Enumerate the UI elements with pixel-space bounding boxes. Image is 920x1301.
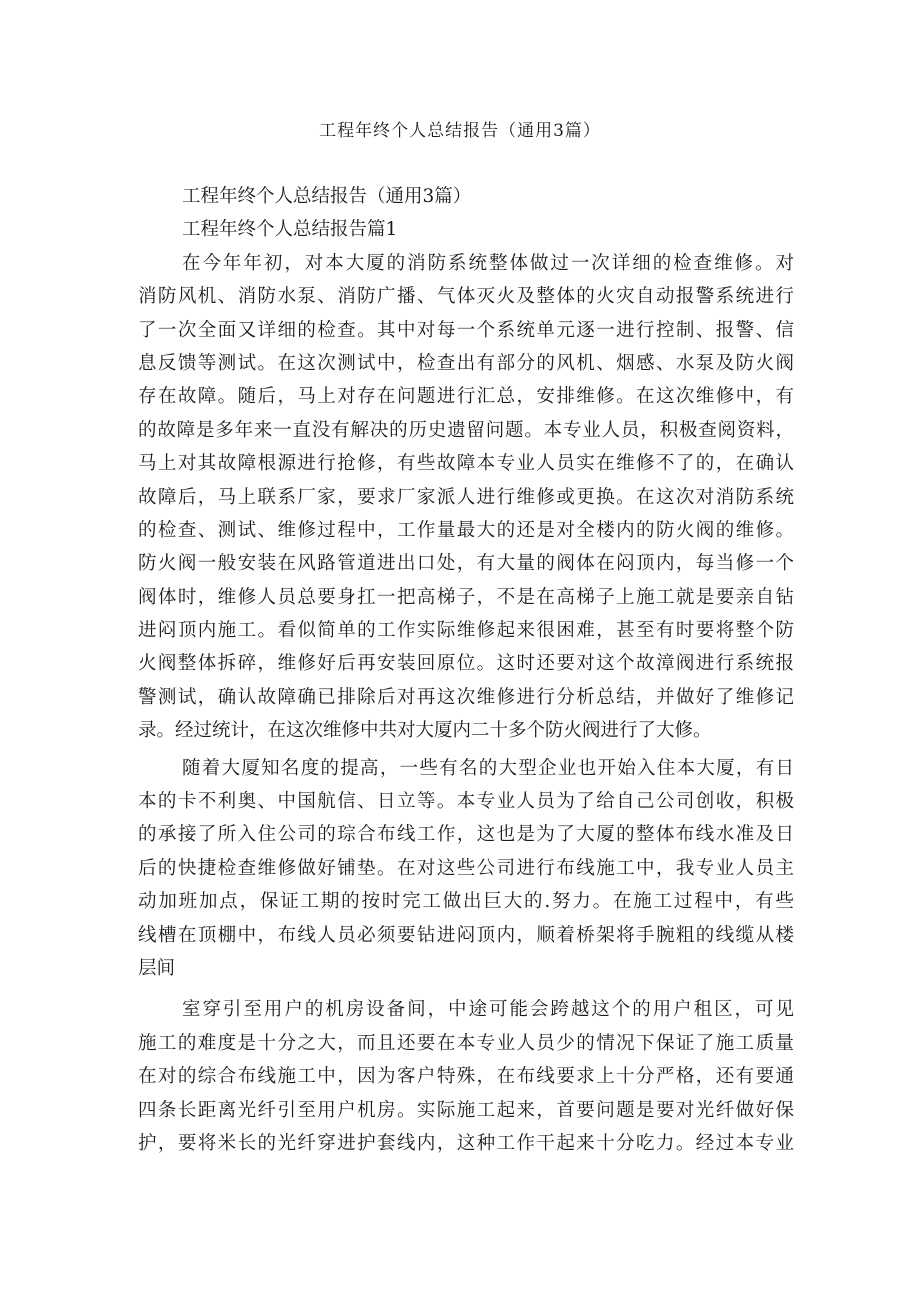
paragraph-line: 防火阀一般安装在风路管道进出口处，有大量的阀体在闷顶内，每当修一个 bbox=[138, 553, 794, 575]
paragraph-3 bbox=[138, 993, 794, 1160]
paragraph-line: 在今年年初，对本大厦的消防系统整体做过一次详细的检查维修。对 bbox=[182, 252, 794, 274]
document-title: 工程年终个人总结报告（通用3篇） bbox=[319, 121, 601, 141]
paragraph-line: 的承接了所入住公司的琮合布线工作，这也是为了大厦的整体布线水准及日 bbox=[138, 824, 794, 846]
paragraph-line: 了一次全面又详细的检查。其中对每一个系统单元逐一进行控制、报警、信 bbox=[138, 319, 794, 341]
paragraph-line: 警测试，确认故障确已排除后对再这次维修进行分析总结，并做好了维修记 bbox=[138, 686, 794, 708]
paragraph-1 bbox=[138, 247, 794, 748]
paragraph-line: 火阀整体拆碎，维修好后再安装回原位。这时还要对这个故漳阀进行系统报 bbox=[138, 653, 794, 675]
paragraph-line: 的检查、测试、维修过程中，工作量最大的还是对全楼内的防火阀的维修。 bbox=[138, 519, 794, 541]
paragraph-line: 四条长距离光纤引至用户机房。实际施工起来，首要问题是要对光纤做好保 bbox=[138, 1099, 794, 1121]
paragraph-line: 的故障是多年来一直没有解决的历史遗留问题。本专业人员，积极查阅资料， bbox=[138, 419, 794, 441]
paragraph-line: 室穿引至用户的机房设备间，中途可能会跨越这个的用户租区，可见 bbox=[182, 999, 794, 1021]
document-subtitle: 工程年终个人总结报告（通用3篇） bbox=[182, 186, 472, 207]
paragraph-line: 护，要将米长的光纤穿进护套线内，这种工作干起来十分吃力。经过本专业 bbox=[138, 1132, 794, 1154]
paragraph-line: 随着大厦知名度的提高，一些有名的大型企业也开始入住本大厦，有日 bbox=[182, 757, 794, 779]
paragraph-line: 马上对其故障根源进行抢修，有些故障本专业人员实在维修不了的，在确认 bbox=[138, 453, 794, 475]
paragraph-line: 后的快捷检查维修做好铺垫。在对这些公司进行布线施工中，我专业人员主 bbox=[138, 857, 794, 879]
paragraph-2 bbox=[138, 752, 794, 986]
paragraph-line: 进闷顶内施工。看似简单的工作实际维修起来很困难，甚至有时要将整个防 bbox=[138, 620, 794, 642]
paragraph-line: 动加班加点，保证工期的按时完工做出巨大的.努力。在施工过程中，有些 bbox=[138, 891, 794, 913]
document-body bbox=[138, 180, 794, 1160]
paragraph-line: 故障后，马上联系厂家，要求厂家派人进行维修或更换。在这次对消防系统 bbox=[138, 486, 794, 508]
paragraph-line: 存在故障。随后，马上对存在问题进行汇总，安排维修。在这次维修中，有 bbox=[138, 386, 794, 408]
paragraph-line: 录。经过统计，在这次维修中共对大厦内二十多个防火阀进行了大修。 bbox=[138, 720, 712, 742]
paragraph-line: 阀体时，维修人员总要身扛一把高梯子，不是在高梯子上施工就是要亲自钻 bbox=[138, 586, 794, 608]
paragraph-line: 在对的综合布线施工中，因为客户特殊，在布线要求上十分严格，还有要通 bbox=[138, 1066, 794, 1088]
paragraph-line: 线槽在顶棚中，布线人员必须要钻进闷顶内，顺着桥架将手腕粗的线缆从楼 bbox=[138, 924, 794, 946]
paragraph-line: 层间 bbox=[138, 957, 176, 979]
section-heading: 工程年终个人总结报告篇1 bbox=[182, 219, 398, 241]
paragraph-line: 息反馈等测试。在这次测试中，检查出有部分的风机、烟感、水泵及防火阀 bbox=[138, 352, 794, 374]
paragraph-line: 消防风机、消防水泵、消防广播、气体灭火及整体的火灾自动报警系统进行 bbox=[138, 286, 794, 308]
paragraph-line: 施工的难度是十分之大，而且还要在本专业人员少的情况下保证了施工质量 bbox=[138, 1032, 794, 1054]
paragraph-line: 本的卡不利奥、中国航信、日立等。本专业人员为了给自己公司创收，积极 bbox=[138, 791, 794, 813]
